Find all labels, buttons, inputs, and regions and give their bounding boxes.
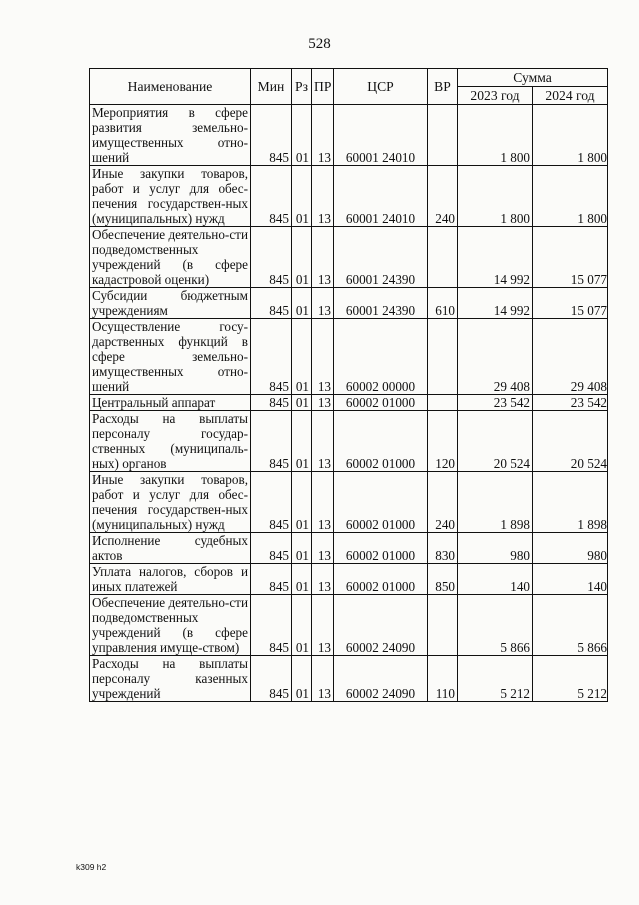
item-min: 845	[251, 288, 292, 319]
table-row	[90, 395, 608, 411]
item-vr	[428, 595, 458, 656]
item-rz: 01	[292, 472, 312, 533]
item-rz: 01	[292, 319, 312, 395]
item-rz: 01	[292, 533, 312, 564]
table-row	[90, 656, 608, 702]
item-sum-2023: 23 542	[458, 395, 533, 411]
table-row	[90, 227, 608, 288]
item-name: Центральный аппарат	[90, 395, 251, 411]
item-sum-2024: 15 077	[533, 227, 608, 288]
item-csr: 60002 01000	[334, 472, 428, 533]
item-pr: 13	[312, 288, 334, 319]
item-pr: 13	[312, 319, 334, 395]
item-pr: 13	[312, 105, 334, 166]
item-pr: 13	[312, 227, 334, 288]
header-vr: ВР	[428, 69, 458, 105]
item-name: Иные закупки товаров, работ и услуг для обес-печения государствен-ных (муниципальных) нужд	[90, 166, 251, 227]
item-vr: 240	[428, 166, 458, 227]
item-sum-2023: 1 800	[458, 166, 533, 227]
item-sum-2024: 140	[533, 564, 608, 595]
item-rz: 01	[292, 166, 312, 227]
item-min: 845	[251, 319, 292, 395]
item-sum-2023: 20 524	[458, 411, 533, 472]
page-number: 528	[308, 36, 331, 52]
item-sum-2024: 980	[533, 533, 608, 564]
item-sum-2024: 20 524	[533, 411, 608, 472]
table-row	[90, 105, 608, 166]
item-name: Иные закупки товаров, работ и услуг для обес-печения государствен-ных (муниципальных) нужд	[90, 472, 251, 533]
item-vr: 610	[428, 288, 458, 319]
table-row	[90, 319, 608, 395]
item-name: Уплата налогов, сборов и иных платежей	[90, 564, 251, 595]
item-sum-2024: 1 898	[533, 472, 608, 533]
item-sum-2024: 1 800	[533, 105, 608, 166]
item-csr: 60001 24390	[334, 288, 428, 319]
header-name: Наименование	[90, 69, 251, 105]
table-row	[90, 595, 608, 656]
item-pr: 13	[312, 472, 334, 533]
item-vr	[428, 395, 458, 411]
item-csr: 60002 01000	[334, 564, 428, 595]
item-sum-2024: 15 077	[533, 288, 608, 319]
item-name: Осуществление госу-дарственных функций в сфере земельно-имущественных отно-шений	[90, 319, 251, 395]
item-min: 845	[251, 564, 292, 595]
item-name: Расходы на выплаты персоналу государ-ственных (муниципаль-ных) органов	[90, 411, 251, 472]
item-vr: 120	[428, 411, 458, 472]
item-rz: 01	[292, 656, 312, 702]
item-sum-2024: 1 800	[533, 166, 608, 227]
item-csr: 60002 24090	[334, 656, 428, 702]
item-sum-2023: 1 898	[458, 472, 533, 533]
item-name: Расходы на выплаты персоналу казенных учреждений	[90, 656, 251, 702]
item-vr	[428, 227, 458, 288]
header-csr: ЦСР	[334, 69, 428, 105]
item-vr	[428, 319, 458, 395]
item-sum-2024: 5 866	[533, 595, 608, 656]
item-sum-2023: 5 866	[458, 595, 533, 656]
header-year-2023: 2023 год	[458, 87, 533, 105]
item-rz: 01	[292, 395, 312, 411]
item-rz: 01	[292, 227, 312, 288]
budget-table	[89, 68, 608, 702]
item-pr: 13	[312, 595, 334, 656]
item-sum-2023: 140	[458, 564, 533, 595]
item-vr	[428, 105, 458, 166]
item-min: 845	[251, 595, 292, 656]
footer-code: k309 h2	[76, 862, 107, 872]
table-row	[90, 472, 608, 533]
item-rz: 01	[292, 105, 312, 166]
item-csr: 60002 01000	[334, 411, 428, 472]
item-pr: 13	[312, 533, 334, 564]
item-pr: 13	[312, 411, 334, 472]
item-min: 845	[251, 227, 292, 288]
item-sum-2023: 5 212	[458, 656, 533, 702]
header-pr: ПР	[312, 69, 334, 105]
item-name: Исполнение судебных актов	[90, 533, 251, 564]
item-rz: 01	[292, 564, 312, 595]
item-min: 845	[251, 533, 292, 564]
item-sum-2023: 29 408	[458, 319, 533, 395]
item-vr: 110	[428, 656, 458, 702]
item-name: Обеспечение деятельно-сти подведомственных учреждений (в сфере управления имуще-ством)	[90, 595, 251, 656]
item-sum-2023: 14 992	[458, 227, 533, 288]
item-rz: 01	[292, 288, 312, 319]
item-pr: 13	[312, 166, 334, 227]
item-name: Обеспечение деятельно-сти подведомственных учреждений (в сфере кадастровой оценки)	[90, 227, 251, 288]
item-rz: 01	[292, 595, 312, 656]
item-csr: 60001 24390	[334, 227, 428, 288]
item-sum-2024: 5 212	[533, 656, 608, 702]
item-sum-2023: 14 992	[458, 288, 533, 319]
item-sum-2024: 23 542	[533, 395, 608, 411]
item-sum-2024: 29 408	[533, 319, 608, 395]
table-row	[90, 166, 608, 227]
header-min: Мин	[251, 69, 292, 105]
item-name: Мероприятия в сфере развития земельно-имущественных отно-шений	[90, 105, 251, 166]
item-min: 845	[251, 395, 292, 411]
item-csr: 60001 24010	[334, 105, 428, 166]
item-pr: 13	[312, 656, 334, 702]
item-vr: 830	[428, 533, 458, 564]
item-sum-2023: 980	[458, 533, 533, 564]
item-min: 845	[251, 166, 292, 227]
item-vr: 240	[428, 472, 458, 533]
item-csr: 60001 24010	[334, 166, 428, 227]
table-row	[90, 564, 608, 595]
table-row	[90, 411, 608, 472]
item-min: 845	[251, 105, 292, 166]
item-min: 845	[251, 656, 292, 702]
header-year-2024: 2024 год	[533, 87, 608, 105]
item-csr: 60002 01000	[334, 533, 428, 564]
item-csr: 60002 01000	[334, 395, 428, 411]
item-sum-2023: 1 800	[458, 105, 533, 166]
item-pr: 13	[312, 564, 334, 595]
item-min: 845	[251, 472, 292, 533]
item-csr: 60002 24090	[334, 595, 428, 656]
item-vr: 850	[428, 564, 458, 595]
table-row	[90, 533, 608, 564]
header-rz: Рз	[292, 69, 312, 105]
item-rz: 01	[292, 411, 312, 472]
item-csr: 60002 00000	[334, 319, 428, 395]
table-row	[90, 288, 608, 319]
item-name: Субсидии бюджетным учреждениям	[90, 288, 251, 319]
header-sum: Сумма	[458, 69, 608, 87]
item-min: 845	[251, 411, 292, 472]
item-pr: 13	[312, 395, 334, 411]
